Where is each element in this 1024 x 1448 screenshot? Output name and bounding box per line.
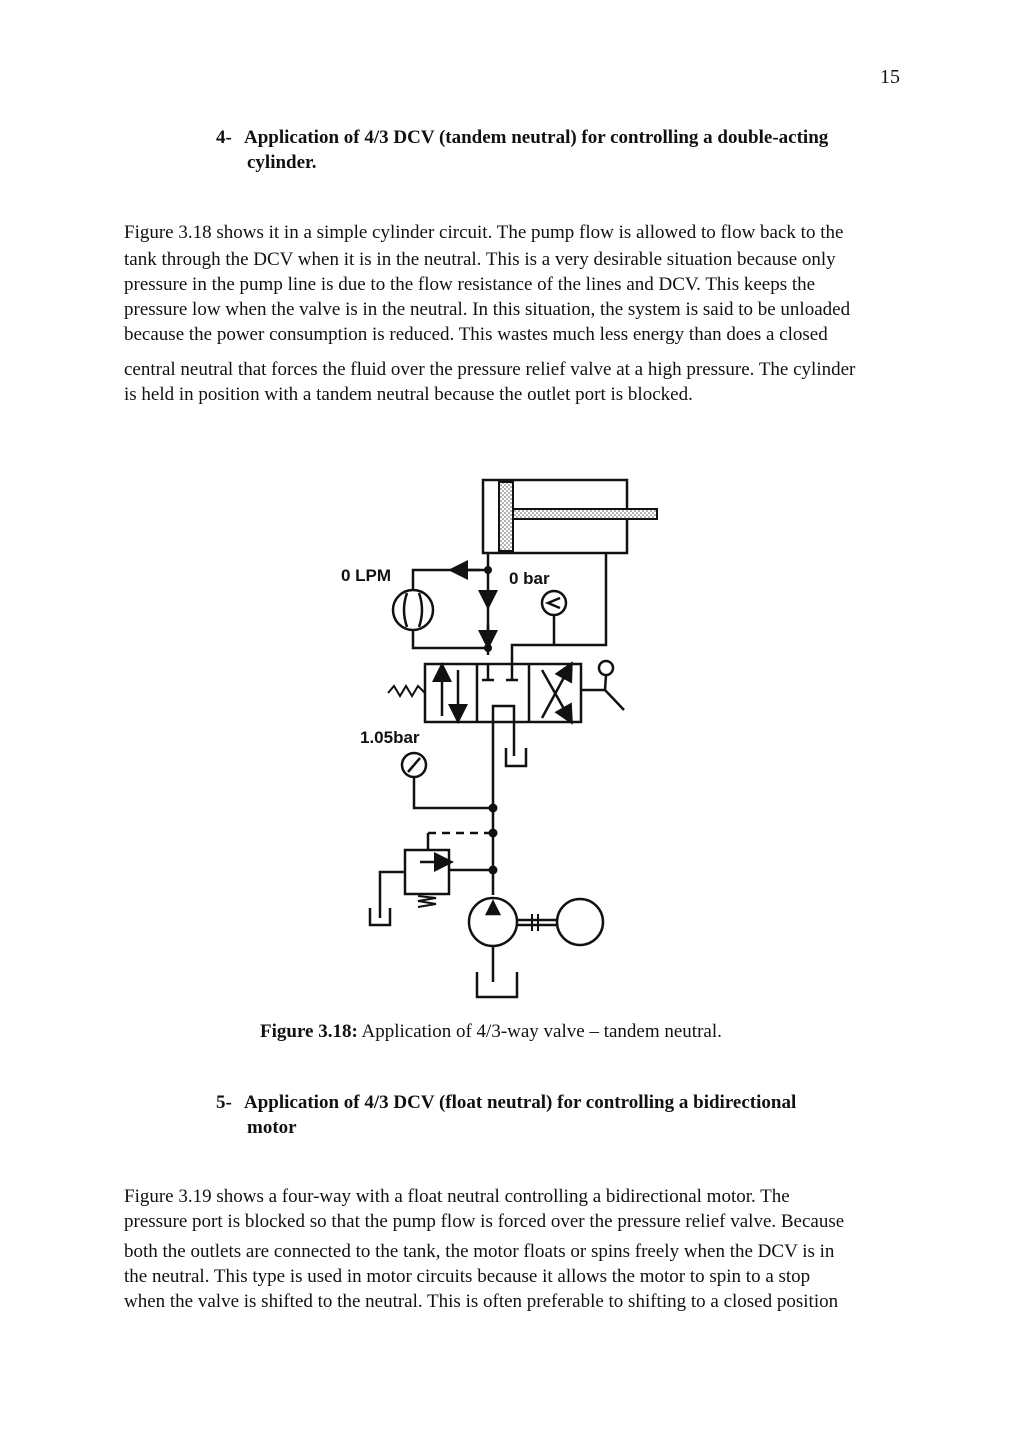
section-4-number: 4- — [216, 127, 232, 148]
paragraph-line: both the outlets are connected to the tank, the motor floats or spins freely when the DCV is in — [124, 1241, 835, 1262]
section-5-title-line1: Application of 4/3 DCV (float neutral) for controlling a bidirectional — [244, 1092, 797, 1113]
section-4-title-line2: cylinder. — [247, 152, 317, 173]
pressure-label-top: 0 bar — [509, 569, 550, 588]
motor-icon — [517, 899, 603, 945]
section-5-heading — [216, 1090, 916, 1140]
directional-control-valve — [388, 661, 624, 722]
pressure-gauge-top-icon — [542, 591, 566, 645]
flow-meter-icon — [393, 570, 488, 648]
paragraph-line: the neutral. This type is used in motor circuits because it allows the motor to spin to a stop — [124, 1266, 811, 1287]
paragraph-line: because the power consumption is reduced. This wastes much less energy than does a closed — [124, 324, 828, 345]
section-4-heading — [216, 125, 916, 175]
figure-caption-text: Application of 4/3-way valve – tandem neutral. — [357, 1021, 722, 1042]
double-acting-cylinder — [483, 480, 657, 553]
paragraph-line: pressure in the pump line is due to the flow resistance of the lines and DCV. This keeps the — [124, 274, 816, 295]
tank-icon — [506, 722, 526, 766]
paragraph-line: when the valve is shifted to the neutral. This is often preferable to shifting to a closed position — [124, 1291, 839, 1312]
pressure-gauge-pump-icon — [402, 753, 493, 808]
paragraph-line: Figure 3.19 shows a four-way with a float neutral controlling a bidirectional motor. The — [124, 1186, 790, 1207]
figure-caption-label: Figure 3.18: — [260, 1021, 358, 1042]
paragraph-line: pressure low when the valve is in the neutral. In this situation, the system is said to be unloaded — [124, 299, 851, 320]
paragraph-line: tank through the DCV when it is in the neutral. This is a very desirable situation because only — [124, 249, 836, 270]
section-4-title-line1: Application of 4/3 DCV (tandem neutral) for controlling a double-acting — [244, 127, 829, 148]
pressure-label-pump: 1.05bar — [360, 728, 420, 747]
figure-caption — [260, 1021, 722, 1043]
section-5-title-line2: motor — [247, 1117, 297, 1138]
paragraph-line: central neutral that forces the fluid over the pressure relief valve at a high pressure. The cylinder — [124, 359, 856, 380]
page-number: 15 — [880, 66, 900, 88]
paragraph-line: Figure 3.18 shows it in a simple cylinder circuit. The pump flow is allowed to flow back to the — [124, 222, 844, 243]
hydraulic-circuit-diagram — [330, 470, 670, 1010]
paragraph-line: is held in position with a tandem neutral because the outlet port is blocked. — [124, 384, 693, 405]
pump-icon — [469, 898, 517, 997]
flow-label: 0 LPM — [341, 566, 392, 585]
section-5-number: 5- — [216, 1092, 232, 1113]
paragraph-line: pressure port is blocked so that the pump flow is forced over the pressure relief valve. Because — [124, 1211, 845, 1232]
